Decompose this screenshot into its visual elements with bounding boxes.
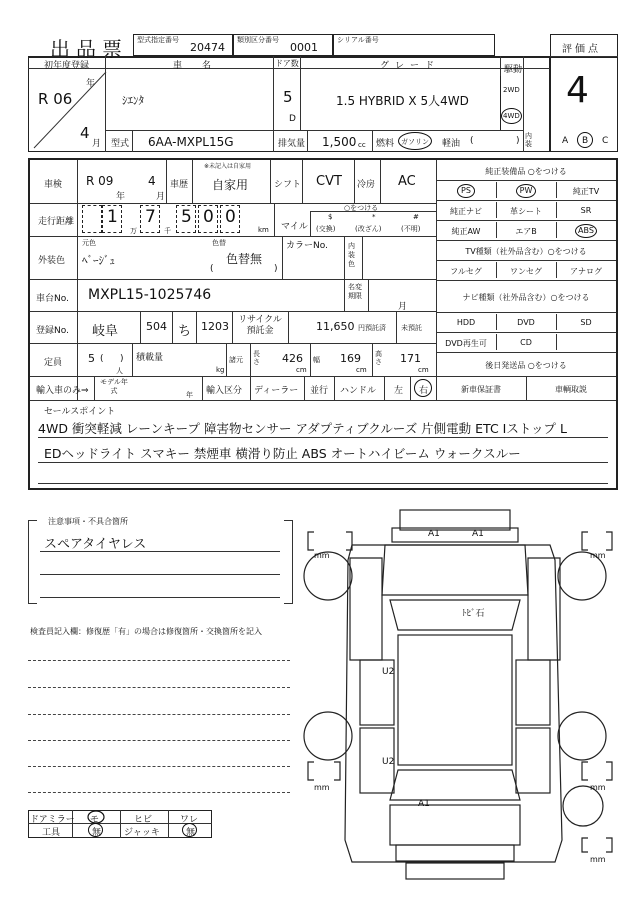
drive-label: 駆動 bbox=[504, 65, 523, 75]
mm-label-4: mm bbox=[590, 783, 606, 792]
after-title: 後日発送品 ○をつける bbox=[485, 361, 567, 370]
plate-no: 1203 bbox=[201, 320, 229, 333]
front-bumper bbox=[400, 510, 510, 530]
odometer-digit-value: 7 bbox=[145, 207, 156, 227]
meter-exchange-sub: (交換) bbox=[316, 225, 336, 233]
jack-label: ジャッキ bbox=[124, 828, 160, 838]
color-change: 色替無 bbox=[226, 252, 263, 266]
mm-label-2: mm bbox=[590, 551, 606, 560]
front-right-door bbox=[516, 660, 550, 725]
front-left-fender bbox=[350, 558, 382, 660]
fuel-circle bbox=[398, 132, 432, 150]
car-damage-diagram bbox=[300, 500, 620, 890]
history-note: ※未記入は自家用 bbox=[204, 163, 252, 170]
document-title: 出品票 bbox=[50, 37, 128, 61]
wheel-rear-right bbox=[558, 712, 606, 760]
dvd-label: DVD再生可 bbox=[445, 339, 487, 348]
inspector-label: 検査員記入欄：修復歴「有」の場合は修復箇所・交換箇所を記入 bbox=[30, 627, 262, 636]
odometer-digit-value: 0 bbox=[203, 207, 214, 227]
sales-line-2: EDヘッドライト スマキー 禁煙車 横滑り防止 ABS オートハイビーム ウォークスルー bbox=[44, 446, 521, 461]
car-body-outline bbox=[345, 545, 562, 862]
color-no-label: カラーNo. bbox=[286, 241, 328, 251]
meter-note: ○をつける bbox=[344, 204, 379, 212]
interior-b-circle bbox=[577, 132, 593, 148]
abs-circle bbox=[575, 224, 597, 238]
interior-label: 内装 bbox=[525, 132, 532, 148]
length: 426 bbox=[282, 352, 303, 365]
import-parallel: 並行 bbox=[310, 386, 329, 396]
interior-color-label: 内装色 bbox=[348, 242, 355, 268]
load-label: 積載量 bbox=[136, 353, 164, 363]
handle-left: 左 bbox=[394, 386, 404, 396]
mile-label: マイル bbox=[281, 222, 308, 232]
pw-circle bbox=[516, 184, 536, 198]
chassis-label: 車台No. bbox=[36, 294, 69, 304]
tools-label: 工具 bbox=[42, 828, 61, 838]
recycle-unpaid: 未預託 bbox=[401, 324, 422, 332]
tools-value-circle bbox=[88, 823, 103, 837]
equip-std-c-2: エアB bbox=[515, 227, 537, 236]
displacement-unit: cc bbox=[358, 141, 366, 149]
handle-right: 右 bbox=[419, 386, 429, 396]
spare-wheel bbox=[563, 786, 603, 826]
damage-mark-a1-front-right: A1 bbox=[472, 529, 484, 539]
color-change-label: 色替 bbox=[212, 239, 226, 247]
load-unit: kg bbox=[216, 366, 225, 374]
recycle-amount: 11,650 bbox=[316, 320, 355, 333]
equip-std-b-1: 純正ナビ bbox=[450, 207, 482, 216]
plate-class: 504 bbox=[146, 320, 167, 333]
import-dealer: ディーラー bbox=[254, 386, 299, 396]
damage-mark-a1-rear-bumper: A1 bbox=[418, 799, 430, 809]
handle-label: ハンドル bbox=[340, 386, 377, 396]
odometer-digit bbox=[82, 205, 102, 233]
first-reg-label: 初年度登録 bbox=[44, 61, 90, 71]
meter-altered-sub: (改ざん) bbox=[355, 225, 382, 233]
handle-right-circle bbox=[414, 379, 432, 397]
inspection-label: 車検 bbox=[44, 180, 63, 190]
jack-value: 無 bbox=[186, 828, 196, 838]
odometer-digit-value: 1 bbox=[107, 207, 118, 227]
damage-mark-u2-left-door: U2 bbox=[382, 667, 395, 677]
model-year-label: モデル年式 bbox=[100, 378, 128, 395]
damage-mark-a1-front-left: A1 bbox=[428, 529, 440, 539]
rating-value: 4 bbox=[566, 70, 589, 111]
odometer-digit-value: 5 bbox=[181, 207, 192, 227]
equip-std-b-2: 革シート bbox=[510, 207, 542, 216]
meter-unknown: # bbox=[413, 213, 419, 221]
dims-label: 諸元 bbox=[229, 356, 243, 364]
model: 6AA-MXPL15G bbox=[148, 135, 234, 149]
after-warranty: 新車保証書 bbox=[461, 385, 501, 394]
crack-label: ヒビ bbox=[134, 815, 153, 825]
import-type-label: 輸入区分 bbox=[206, 386, 243, 396]
height-unit: cm bbox=[418, 366, 429, 374]
door-type: D bbox=[289, 114, 296, 124]
height: 171 bbox=[400, 352, 421, 365]
name-change-label: 名変期限 bbox=[348, 283, 362, 300]
capacity-unit: 人 bbox=[116, 367, 123, 375]
tv-option-1: フルセグ bbox=[450, 267, 482, 276]
interior-a: A bbox=[562, 136, 569, 146]
name-change-month: 月 bbox=[398, 302, 408, 312]
windshield bbox=[390, 600, 520, 630]
capacity-label: 定員 bbox=[44, 358, 63, 368]
notes-label: 注意事項・不具合箇所 bbox=[48, 517, 128, 526]
drive-4wd-circle bbox=[501, 108, 522, 124]
shift-label: シフト bbox=[274, 180, 302, 190]
navi-option-3: SD bbox=[580, 318, 592, 327]
type-approval-no: 20474 bbox=[190, 41, 225, 54]
jack-value-circle bbox=[182, 823, 197, 837]
drive-4wd: 4WD bbox=[503, 112, 520, 120]
mm-label-3: mm bbox=[314, 783, 330, 792]
hood bbox=[382, 545, 528, 595]
width: 169 bbox=[340, 352, 361, 365]
color-label: 外装色 bbox=[38, 256, 66, 266]
recycle-label: リサイクル預託金 bbox=[238, 315, 282, 336]
sales-label: セールスポイント bbox=[44, 407, 116, 417]
mirror-label: ドアミラー bbox=[30, 815, 75, 825]
first-reg-year: R 06 bbox=[38, 90, 73, 108]
sales-line-1: 4WD 衝突軽減 レーンキープ 障害物センサー アダプティブクルーズ 片側電動 ETC Iストップ L bbox=[38, 421, 567, 436]
notes-bracket-left bbox=[28, 520, 37, 604]
first-reg-month: 4 bbox=[80, 124, 90, 142]
first-reg-month-unit: 月 bbox=[92, 139, 102, 149]
mm-label-5: mm bbox=[590, 855, 606, 864]
car-name-label: 車名 bbox=[173, 61, 232, 71]
plate-kana: ち bbox=[178, 324, 192, 339]
km-unit: km bbox=[258, 226, 269, 234]
grade: 1.5 HYBRID X 5人4WD bbox=[336, 94, 469, 108]
width-label: 幅 bbox=[313, 356, 320, 364]
plate-label: 登録No. bbox=[36, 326, 69, 336]
category-label: 類別区分番号 bbox=[237, 36, 279, 44]
equip-std-a-2: PW bbox=[519, 186, 533, 195]
after-manual: 車輌取説 bbox=[555, 385, 587, 394]
category-no: 0001 bbox=[290, 41, 318, 54]
serial-label: シリアル番号 bbox=[337, 36, 379, 44]
fuel-label: 燃料 bbox=[376, 139, 395, 149]
navi-option-2: DVD bbox=[517, 318, 535, 327]
equip-std-c-1: 純正AW bbox=[451, 227, 481, 236]
damage-mark-u2-rear: U2 bbox=[382, 757, 395, 767]
history: 自家用 bbox=[212, 178, 249, 192]
car-name: ｼｴﾝﾀ bbox=[122, 94, 144, 107]
navi-title: ナビ種類（社外品含む）○をつける bbox=[462, 293, 590, 302]
fuel-gasoline: ガソリン bbox=[401, 138, 429, 146]
model-year-unit: 年 bbox=[186, 391, 193, 399]
first-reg-year-unit: 年 bbox=[86, 79, 96, 89]
mirror-option: モ bbox=[90, 815, 100, 825]
tailgate bbox=[390, 805, 520, 845]
shift: CVT bbox=[316, 174, 342, 189]
doors: 5 bbox=[283, 88, 293, 106]
mirror-option-mark bbox=[86, 810, 106, 824]
odometer-digit-value: 0 bbox=[225, 207, 236, 227]
equip-std-c-3: ABS bbox=[578, 226, 594, 235]
mm-label-1: mm bbox=[314, 551, 330, 560]
break-label: ワレ bbox=[180, 815, 199, 825]
chassis-no: MXPL15-1025746 bbox=[88, 287, 212, 303]
equip-std-a-3: 純正TV bbox=[572, 187, 600, 196]
interior-c: C bbox=[602, 136, 609, 146]
drive-2wd: 2WD bbox=[503, 86, 520, 94]
rating-label: 評価点 bbox=[562, 44, 601, 55]
displacement-label: 排気量 bbox=[278, 139, 306, 149]
rear-bumper bbox=[396, 845, 514, 861]
type-approval-label: 型式指定番号 bbox=[137, 36, 179, 44]
model-label: 型式 bbox=[111, 139, 130, 149]
meter-altered: * bbox=[372, 213, 376, 221]
meter-exchange: $ bbox=[328, 213, 333, 221]
recycle-unit: 円預託済 bbox=[358, 324, 386, 332]
orig-color: ﾍﾞｰｼﾞｭ bbox=[82, 254, 115, 267]
capacity: 5 bbox=[88, 352, 95, 365]
roof bbox=[398, 635, 512, 765]
damage-mark-stone-chip: ﾄﾋﾞ石 bbox=[462, 609, 485, 619]
notes-text: スペアタイヤレス bbox=[44, 537, 147, 552]
tv-title: TV種類（社外品含む）○をつける bbox=[465, 247, 587, 256]
length-unit: cm bbox=[296, 366, 307, 374]
tv-option-2: ワンセグ bbox=[510, 267, 542, 276]
plate-area: 岐阜 bbox=[92, 324, 119, 339]
notes-bracket-right bbox=[284, 520, 293, 604]
man-unit: 万 bbox=[130, 227, 137, 235]
history-label: 車歴 bbox=[170, 180, 189, 190]
width-unit: cm bbox=[356, 366, 367, 374]
grade-label: グレード bbox=[380, 61, 441, 71]
doors-label: ドア数 bbox=[275, 59, 299, 68]
length-label: 長さ bbox=[253, 350, 260, 366]
rear-glass bbox=[390, 770, 520, 800]
inspection-month-unit: 月 bbox=[156, 192, 166, 202]
dvd-value: CD bbox=[520, 338, 532, 347]
wheel-rear-left bbox=[304, 712, 352, 760]
mileage-label: 走行距離 bbox=[38, 217, 75, 227]
interior-b: B bbox=[582, 136, 589, 146]
equip-std-b-3: SR bbox=[580, 206, 592, 215]
diesel-label: 軽油 bbox=[442, 139, 461, 149]
equip-title: 純正装備品 ○をつける bbox=[485, 167, 567, 176]
tools-value: 無 bbox=[92, 828, 102, 838]
navi-option-1: HDD bbox=[456, 318, 476, 327]
ac: AC bbox=[398, 174, 416, 189]
equip-std-a-1: PS bbox=[461, 186, 471, 195]
import-label: 輸入車のみ⇒ bbox=[36, 386, 89, 396]
rear-right-door bbox=[516, 728, 550, 793]
ps-circle bbox=[457, 184, 475, 198]
orig-color-label: 元色 bbox=[82, 239, 96, 247]
ac-label: 冷房 bbox=[357, 180, 376, 190]
sen-unit: 千 bbox=[164, 227, 171, 235]
height-label: 高さ bbox=[375, 350, 382, 366]
inspection-year-unit: 年 bbox=[116, 192, 126, 202]
meter-unknown-sub: (不明) bbox=[401, 225, 421, 233]
tv-option-3: アナログ bbox=[570, 267, 602, 276]
displacement: 1,500 bbox=[322, 135, 357, 149]
inspection-year: R 09 bbox=[86, 174, 114, 188]
inspection-month: 4 bbox=[148, 174, 156, 188]
